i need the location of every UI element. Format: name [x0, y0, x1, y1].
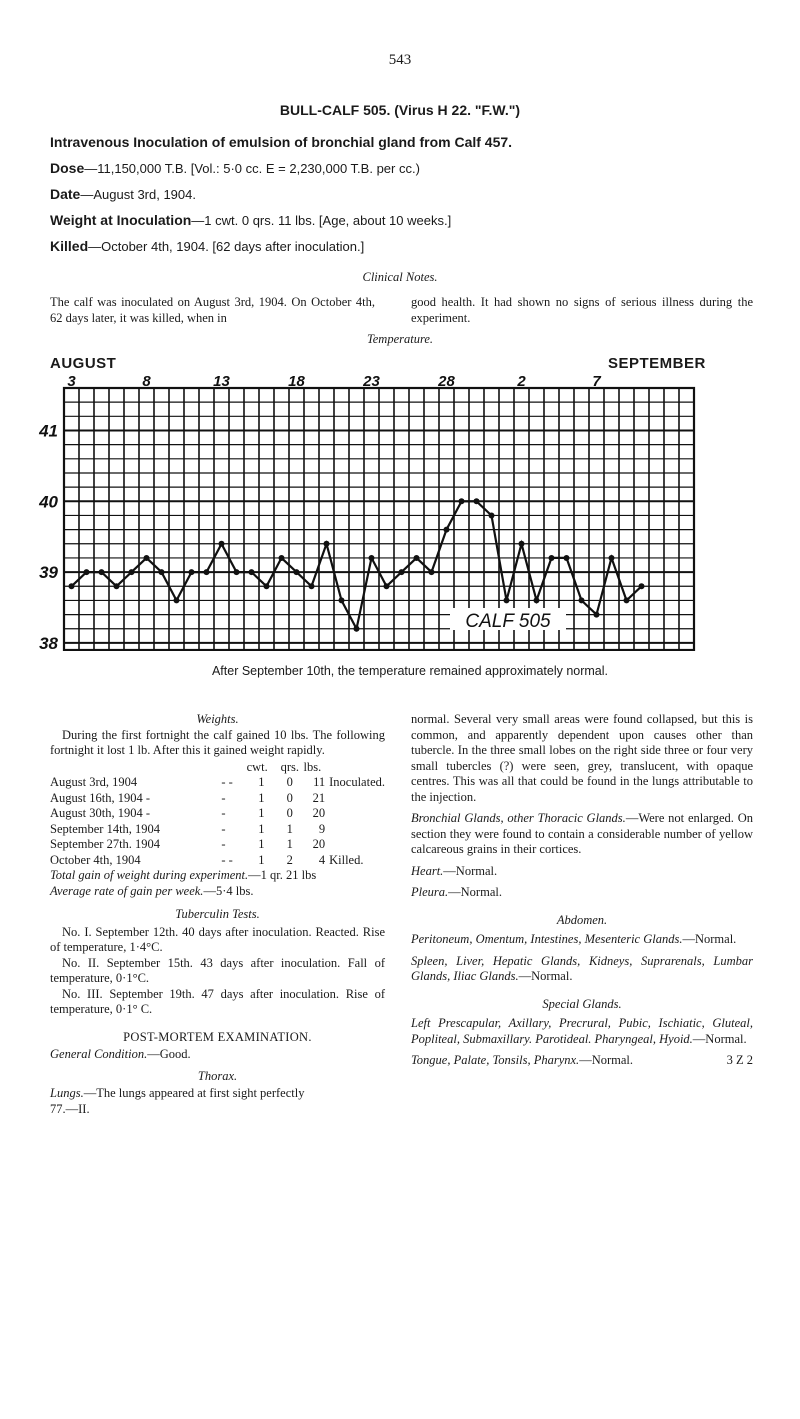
y-tick-label: 41	[39, 421, 58, 441]
tuberculin-test-2: No. II. September 15th. 43 days after inoculation. Fall of temperature, 0·1°C.	[50, 955, 385, 985]
table-row: September 14th, 1904 - 1 1 9	[50, 821, 326, 836]
table-row: August 16th, 1904 - - 1 0 21	[50, 790, 326, 805]
clinical-notes-left: The calf was inoculated on August 3rd, 1904. On October 4th, 62 days later, it was killed, when in	[50, 295, 375, 325]
total-gain: Total gain of weight during experiment.—1 qr. 21 lbs	[50, 868, 317, 882]
signature-mark: 3 Z 2	[726, 1053, 753, 1067]
x-tick-label: 2	[517, 376, 526, 390]
weight-line: Weight at Inoculation—1 cwt. 0 qrs. 11 lbs. [Age, about 10 weeks.]	[50, 212, 452, 228]
temperature-point	[159, 569, 165, 575]
temperature-heading: Temperature.	[366, 332, 434, 346]
tongue: Tongue, Palate, Tonsils, Pharynx.—Normal. 3 Z 2	[411, 1053, 753, 1067]
temperature-chart	[30, 376, 730, 651]
special-glands: Left Prescapular, Axillary, Precrural, Pubic, Ischiatic, Gluteal, Popliteal, Submaxillary. Parotideal. Pharyngeal, Hyoid.—Normal.	[411, 1016, 753, 1046]
y-tick-label: 38	[39, 633, 58, 651]
table-row: August 30th, 1904 - - 1 0 20	[50, 806, 326, 820]
date-line: Date—August 3rd, 1904.	[50, 186, 196, 202]
temperature-point	[609, 555, 615, 561]
temperature-caption: After September 10th, the temperature remained approximately normal.	[211, 664, 609, 678]
temperature-point	[579, 597, 585, 603]
weights-intro: During the first fortnight the calf gained 10 lbs. The following fortnight it lost 1 lb. After this it gained weight rapidly.	[50, 727, 385, 757]
temperature-point	[354, 626, 360, 632]
x-tick-label: 3	[67, 376, 76, 390]
temperature-point	[174, 597, 180, 603]
x-tick-label: 28	[438, 376, 455, 390]
temperature-point	[549, 555, 555, 561]
temperature-point	[144, 555, 150, 561]
temperature-point	[294, 569, 300, 575]
tuberculin-test-1: No. I. September 12th. 40 days after inoculation. Reacted. Rise of temperature, 1·4°C.	[50, 924, 385, 954]
month-september: SEPTEMBER	[608, 355, 706, 372]
tuberculin-test-3: No. III. September 19th. 47 days after inoculation. Rise of temperature, 0·1° C.	[50, 986, 385, 1016]
temperature-point	[594, 612, 600, 618]
special-glands-heading: Special Glands.	[542, 996, 622, 1011]
temperature-point	[309, 583, 315, 589]
temperature-point	[444, 527, 450, 533]
page-number: 543	[388, 52, 412, 68]
postmortem-heading: POST-MORTEM EXAMINATION.	[123, 1029, 312, 1044]
temperature-point	[414, 555, 420, 561]
table-row: September 27th. 1904 - 1 1 20	[50, 837, 326, 851]
temperature-point	[384, 583, 390, 589]
temperature-point	[399, 569, 405, 575]
average-gain: Average rate of gain per week.—5·4 lbs.	[50, 883, 254, 898]
left-column	[50, 712, 385, 1117]
y-tick-label: 40	[39, 492, 58, 512]
abdomen-heading: Abdomen.	[556, 912, 608, 927]
temperature-point	[504, 597, 510, 603]
chart-grid	[64, 388, 694, 650]
temperature-point	[114, 583, 120, 589]
temperature-point	[234, 569, 240, 575]
temperature-point	[339, 597, 345, 603]
temperature-point	[84, 569, 90, 575]
spleen: Spleen, Liver, Hepatic Glands, Kidneys, Suprarenals, Lumbar Glands, Iliac Glands.—Normal.	[411, 953, 753, 983]
temperature-point	[279, 555, 285, 561]
killed-line: Killed—October 4th, 1904. [62 days after inoculation.]	[50, 238, 365, 254]
temperature-point	[369, 555, 375, 561]
clinical-notes-right: good health. It had shown no signs of serious illness during the experiment.	[411, 295, 753, 325]
lungs-start: Lungs.—The lungs appeared at first sight perfectly	[50, 1086, 305, 1100]
temperature-point	[324, 541, 330, 547]
dose-line: Dose—11,150,000 T.B. [Vol.: 5·0 cc. E = 2,230,000 T.B. per cc.)	[50, 160, 420, 176]
weights-heading: Weights.	[196, 712, 239, 726]
page-title: BULL-CALF 505. (Virus H 22. "F.W.")	[279, 102, 521, 118]
temperature-point	[189, 569, 195, 575]
peritoneum: Peritoneum, Omentum, Intestines, Mesenteric Glands.—Normal.	[411, 932, 737, 946]
inoculation-line: Intravenous Inoculation of emulsion of bronchial gland from Calf 457.	[50, 134, 513, 150]
clinical-notes-heading: Clinical Notes.	[362, 270, 438, 284]
calf-label: CALF 505	[465, 611, 551, 632]
temperature-point	[249, 569, 255, 575]
temperature-point	[69, 583, 75, 589]
temperature-point	[129, 569, 135, 575]
month-august: AUGUST	[50, 355, 117, 372]
temperature-point	[459, 498, 465, 504]
x-tick-label: 23	[363, 376, 380, 390]
right-column	[411, 712, 753, 1069]
bronchial-glands: Bronchial Glands, other Thoracic Glands.—Were not enlarged. On section they were found to contain a considerable number of yellow calcareous grains in their cortices.	[411, 811, 753, 856]
heart: Heart.—Normal.	[411, 863, 498, 878]
y-tick-label: 39	[39, 563, 58, 583]
temperature-point	[474, 498, 480, 504]
temperature-point	[219, 541, 225, 547]
weights-table	[50, 760, 385, 869]
temperature-point	[264, 583, 270, 589]
footer-note: 77.—II.	[50, 1101, 90, 1116]
temperature-point	[639, 583, 645, 589]
temperature-point	[429, 569, 435, 575]
x-tick-label: 7	[592, 376, 601, 390]
tuberculin-heading: Tuberculin Tests.	[175, 907, 260, 921]
temperature-point	[564, 555, 570, 561]
x-tick-label: 13	[213, 376, 230, 390]
x-tick-label: 8	[142, 376, 151, 390]
temperature-point	[519, 541, 525, 547]
pleura: Pleura.—Normal.	[411, 885, 502, 899]
table-row: October 4th, 1904 - - 1 2 4 Killed.	[50, 852, 364, 867]
temperature-point	[204, 569, 210, 575]
table-row: August 3rd, 1904 - - 1 0 11 Inoculated.	[50, 775, 385, 789]
temperature-point	[489, 512, 495, 518]
temperature-point	[99, 569, 105, 575]
weights-table-header: cwt. qrs. lbs.	[246, 759, 322, 774]
y-tick-labels	[38, 421, 58, 651]
general-condition: General Condition.—Good.	[50, 1047, 191, 1061]
thorax-heading: Thorax.	[197, 1068, 238, 1083]
temperature-point	[534, 597, 540, 603]
lungs-continued: normal. Several very small areas were found collapsed, but this is common, and apparently dependent upon causes other than tubercle. In the three small lobes on the right side three or four very small tubercles (?) were seen, grey, translucent, with opaque centres. This was all that could be found in the lungs attributable to the injection.	[411, 712, 753, 804]
x-tick-label: 18	[288, 376, 305, 390]
temperature-point	[624, 597, 630, 603]
